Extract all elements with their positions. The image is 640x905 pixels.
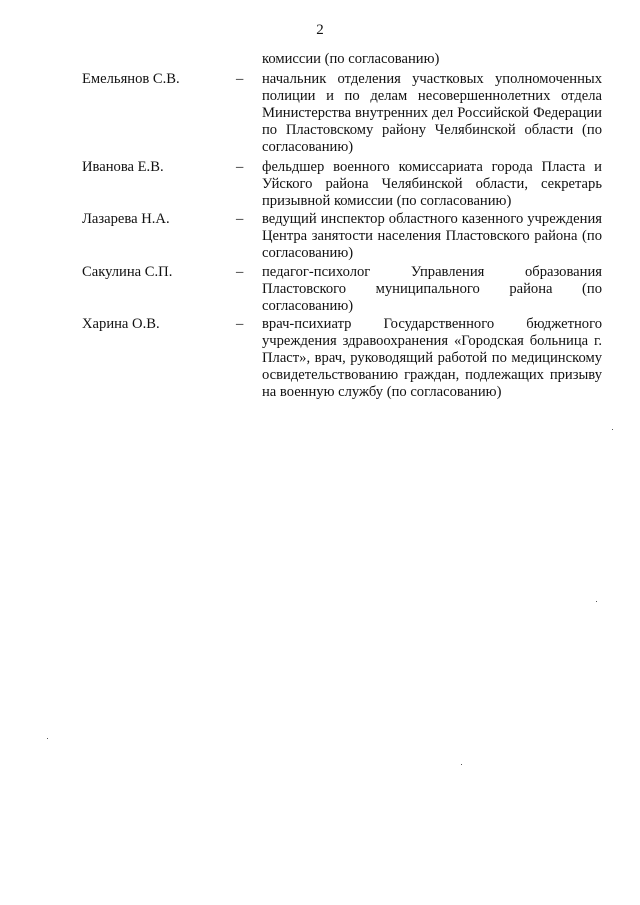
member-role: фельдшер военного комиссариата города Пласта и Уйского района Челябинской области, секретарь призывной комиссии (по согласованию): [262, 159, 602, 209]
scan-speck: [612, 429, 613, 430]
member-dash: –: [236, 211, 244, 227]
member-name: Иванова Е.В.: [82, 159, 164, 175]
continuation-text: комиссии (по согласованию): [262, 51, 440, 67]
member-role: начальник отделения участковых уполномоченных полиции и по делам несовершеннолетних отдела Министерства внутренних дел Российской Федерации по Пластовскому району Челябинской области (по согласованию): [262, 71, 602, 155]
member-role: врач-психиатр Государственного бюджетного учреждения здравоохранения «Городская больница г. Пласт», врач, руководящий работой по медицинскому освидетельствованию граждан, подлежащих призыву на военную службу (по согласованию): [262, 316, 602, 400]
member-dash: –: [236, 159, 244, 175]
page-number: 2: [316, 22, 324, 38]
member-role: педагог-психолог Управления образования Пластовского муниципального района (по согласованию): [262, 264, 602, 314]
scan-speck: [461, 764, 462, 765]
member-role: ведущий инспектор областного казенного учреждения Центра занятости населения Пластовского района (по согласованию): [262, 211, 602, 261]
member-dash: –: [236, 71, 244, 87]
member-name: Лазарева Н.А.: [82, 211, 170, 227]
scan-speck: [596, 601, 597, 602]
member-dash: –: [236, 316, 244, 332]
member-name: Емельянов С.В.: [82, 71, 180, 87]
member-name: Сакулина С.П.: [82, 264, 173, 280]
member-name: Харина О.В.: [82, 316, 160, 332]
member-dash: –: [236, 264, 244, 280]
scan-speck: [47, 738, 48, 739]
